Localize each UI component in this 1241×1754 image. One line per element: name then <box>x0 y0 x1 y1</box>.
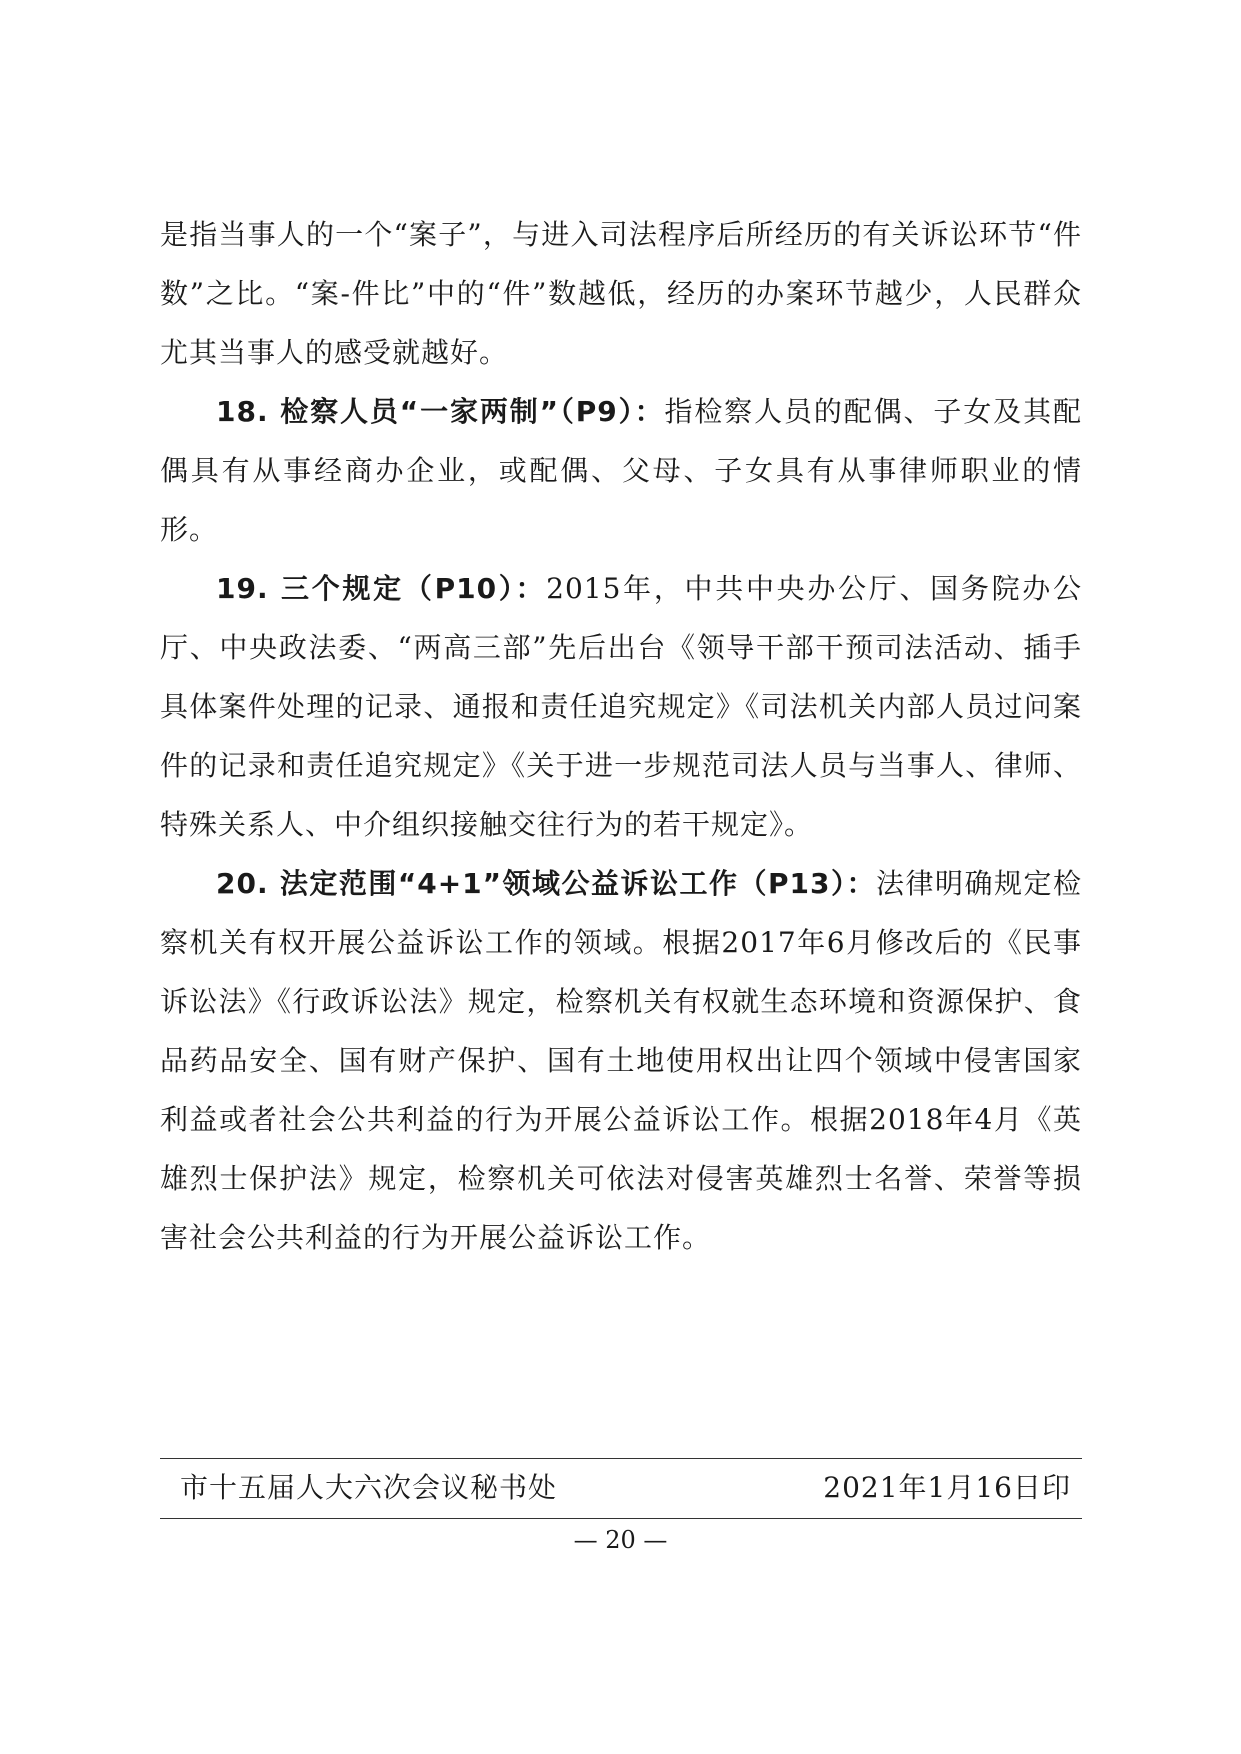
term-heading: 20. 法定范围“4+1”领域公益诉讼工作（P13）： <box>216 867 876 900</box>
footer-print-date: 2021年1月16日印 <box>823 1471 1071 1504</box>
paragraph-text: 法律明确规定检察机关有权开展公益诉讼工作的领域。根据2017年6月修改后的《民事诉讼法》《行政诉讼法》规定，检察机关有权就生态环境和资源保护、食品药品安全、国有财产保护、国有土地使用权出让四个领域中侵害国家利益或者社会公共利益的行为开展公益诉讼工作。根据2018年4月《英雄烈士保护法》规定，检察机关可依法对侵害英雄烈士名誉、荣誉等损害社会公共利益的行为开展公益诉讼工作。 <box>160 867 1082 1254</box>
term-heading: 18. 检察人员“一家两制”（P9）： <box>216 395 665 428</box>
term-heading: 19. 三个规定（P10）： <box>216 572 547 605</box>
paragraph-text: 是指当事人的一个“案子”，与进入司法程序后所经历的有关诉讼环节“件数”之比。“案-件比”中的“件”数越低，经历的办案环节越少，人民群众尤其当事人的感受就越好。 <box>160 218 1082 369</box>
document-body <box>160 205 1082 1267</box>
footer-issuer: 市十五届人大六次会议秘书处 <box>180 1471 558 1504</box>
paragraph-term-19 <box>160 559 1082 854</box>
page-number: — 20 — <box>573 1526 668 1554</box>
paragraph-text: 指检察人员的配偶、子女及其配偶具有从事经商办企业，或配偶、父母、子女具有从事律师职业的情形。 <box>160 395 1082 546</box>
paragraph-term-18 <box>160 382 1082 559</box>
footer-bottom-rule <box>160 1518 1082 1519</box>
paragraph-term-20 <box>160 854 1082 1267</box>
footer-top-rule <box>160 1458 1082 1459</box>
paragraph-case-ratio-continued <box>160 205 1082 382</box>
paragraph-text: 2015年，中共中央办公厅、国务院办公厅、中央政法委、“两高三部”先后出台《领导干部干预司法活动、插手具体案件处理的记录、通报和责任追究规定》《司法机关内部人员过问案件的记录和责任追究规定》《关于进一步规范司法人员与当事人、律师、特殊关系人、中介组织接触交往行为的若干规定》。 <box>160 572 1082 841</box>
